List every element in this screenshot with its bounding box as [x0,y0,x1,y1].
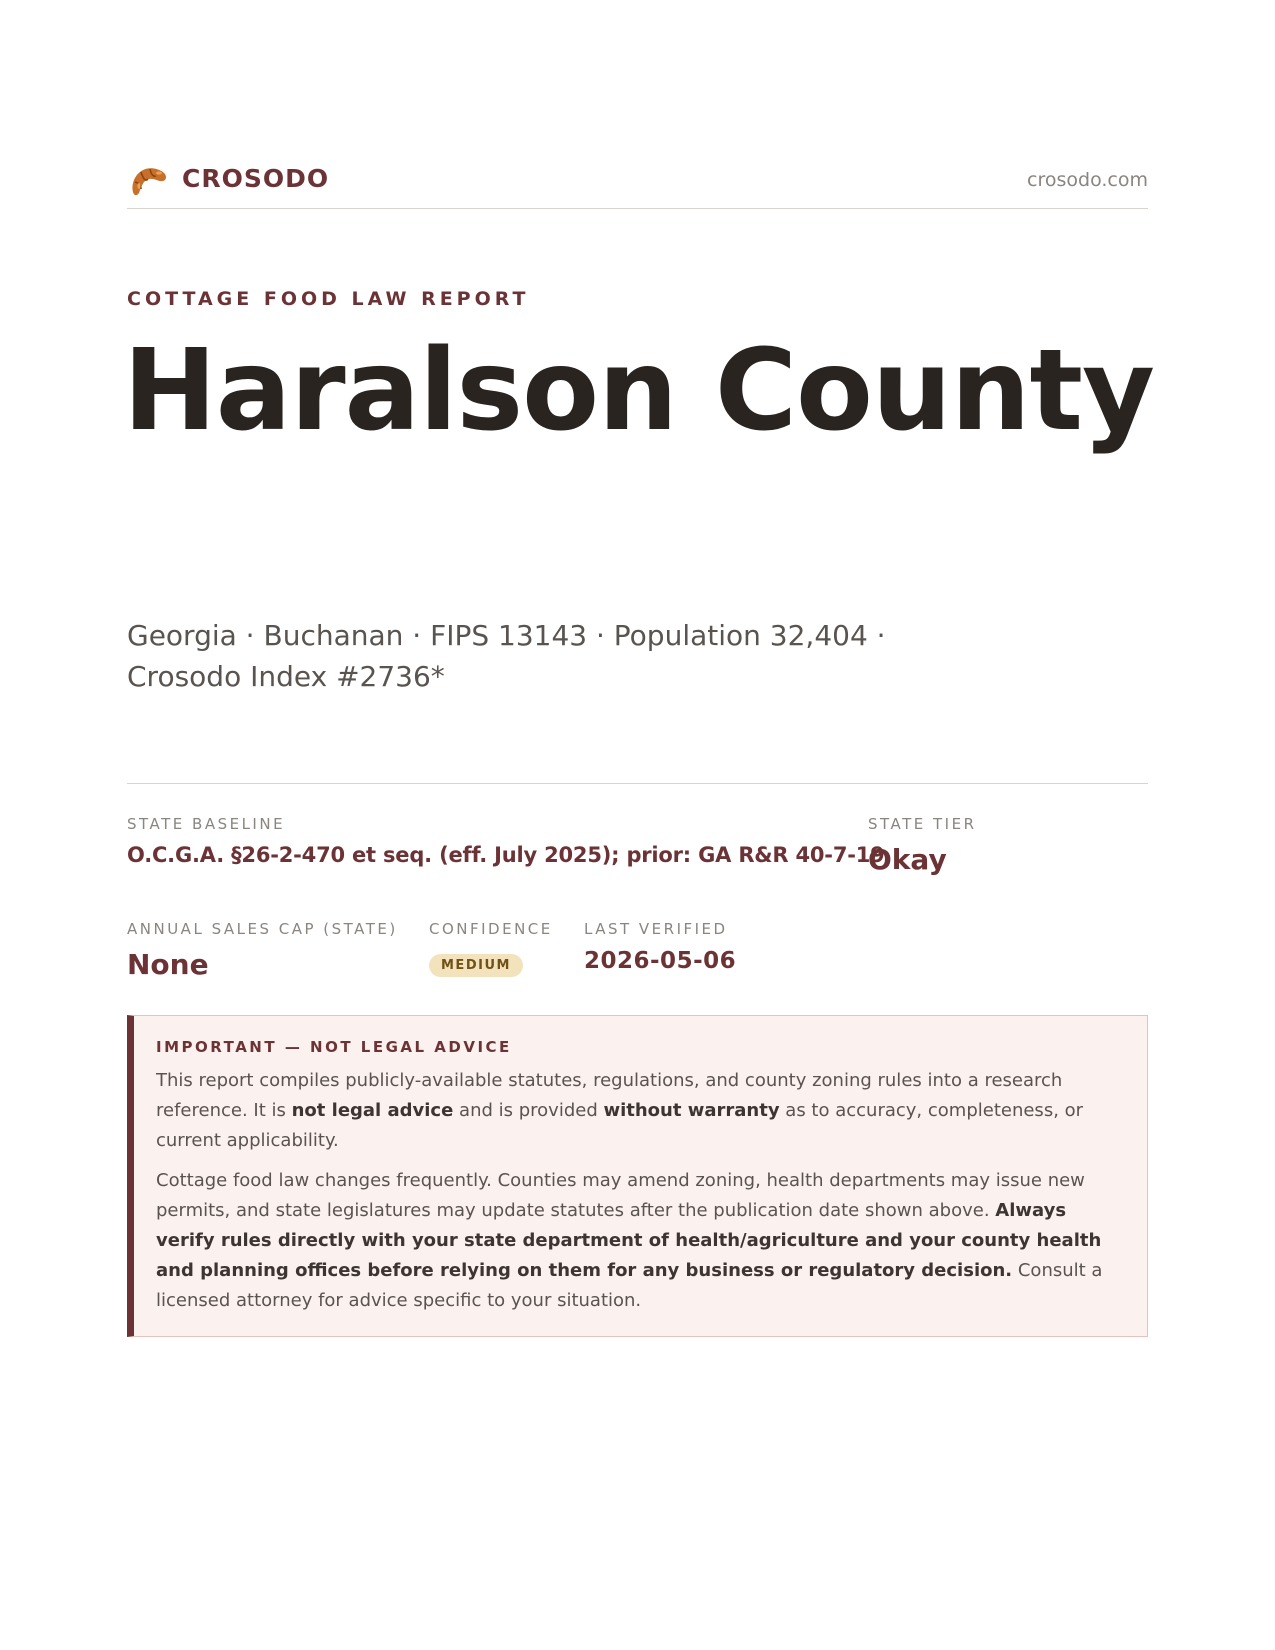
state-tier-label: STATE TIER [868,815,977,833]
legal-disclaimer-box [127,1015,1148,1337]
last-verified-field [584,920,736,974]
last-verified-value: 2026-05-06 [584,948,737,974]
section-divider [127,783,1148,784]
state-tier-field [868,815,977,876]
confidence-label: CONFIDENCE [429,920,553,938]
state-baseline-field [127,815,885,867]
page-title: Haralson County [123,326,1155,456]
confidence-badge: MEDIUM [429,954,523,977]
annual-sales-cap-field [127,920,398,981]
report-page [123,0,1155,1650]
disclaimer-text: as to accuracy, completeness, or current applicability. [156,1100,1084,1151]
state-baseline-value: O.C.G.A. §26-2-470 et seq. (eff. July 2025); prior: GA R&R 40-7-19 [127,843,885,867]
site-url[interactable]: crosodo.com [1027,169,1148,191]
brand-name: CROSODO [182,164,330,193]
disclaimer-text: and is provided [453,1100,604,1121]
disclaimer-title: IMPORTANT — NOT LEGAL ADVICE [156,1038,512,1056]
report-type-label: COTTAGE FOOD LAW REPORT [127,288,530,310]
last-verified-label: LAST VERIFIED [584,920,728,938]
annual-sales-cap-label: ANNUAL SALES CAP (STATE) [127,920,398,938]
disclaimer-text: This report compiles publicly-available statutes, regulations, and county zoning rules into a research reference. It is [156,1070,1063,1121]
disclaimer-emphasis: without warranty [603,1100,780,1121]
confidence-field [429,920,553,977]
state-tier-value: Okay [868,843,947,876]
disclaimer-text: Consult a licensed attorney for advice specific to your situation. [156,1260,1103,1311]
county-summary: Georgia · Buchanan · FIPS 13143 · Population 32,404 · Crosodo Index #2736* [127,619,886,693]
disclaimer-emphasis: not legal advice [291,1100,454,1121]
annual-sales-cap-value: None [127,948,209,981]
disclaimer-text: Cottage food law changes frequently. Counties may amend zoning, health departments may issue new permits, and state legislatures may update statutes after the publication date shown above. [156,1170,1085,1221]
disclaimer-emphasis: Always verify rules directly with your state department of health/agriculture and your county health and planning offices before relying on them for any business or regulatory decision. [156,1200,1102,1281]
page-header [127,156,1148,209]
disclaimer-paragraph-2 [156,1166,1123,1316]
disclaimer-paragraph-1 [156,1066,1123,1156]
croissant-icon [129,162,169,198]
state-baseline-label: STATE BASELINE [127,815,286,833]
